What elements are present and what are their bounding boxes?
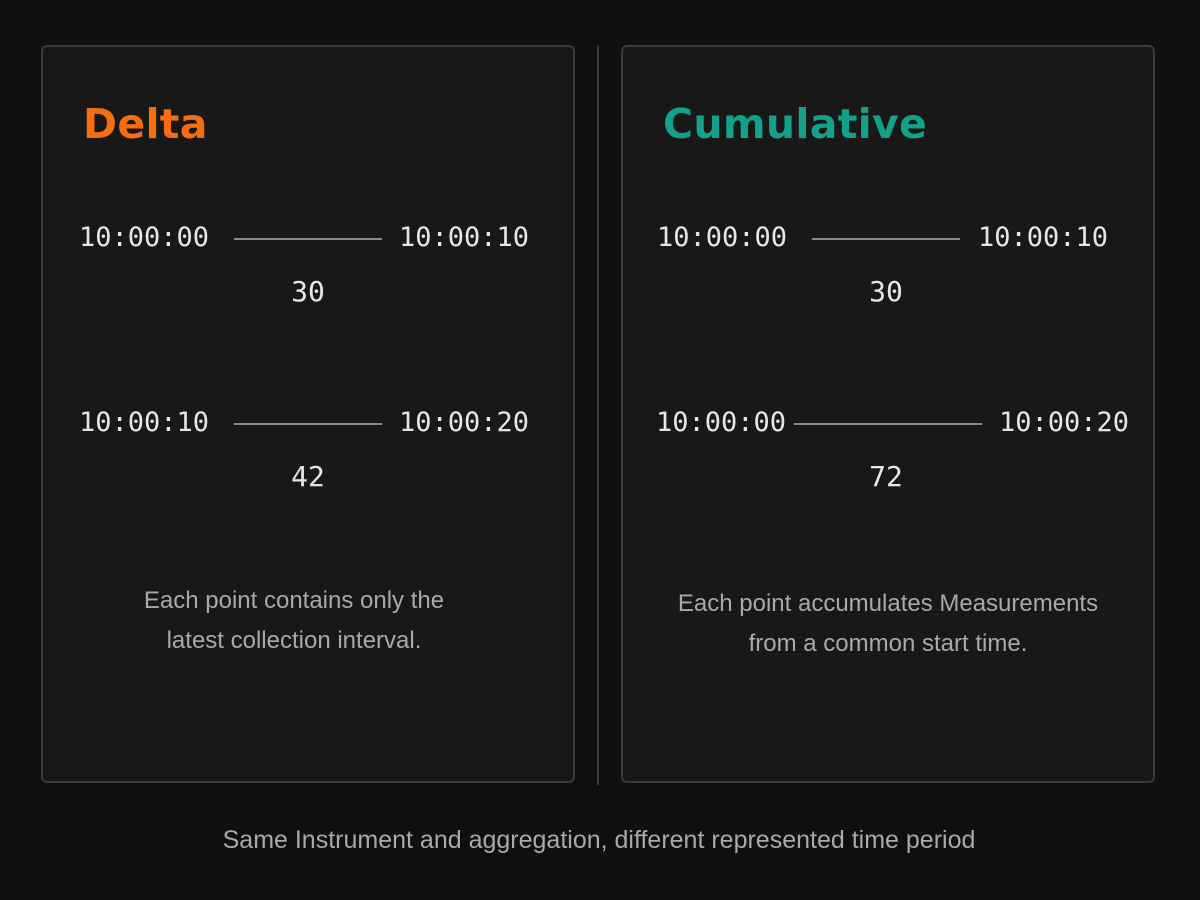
interval-row (623, 222, 1153, 308)
interval-start-time: 10:00:10 (79, 407, 210, 438)
interval-value: 30 (291, 275, 325, 308)
caption-line: Each point accumulates Measurements (677, 590, 1099, 617)
footer-caption: Same Instrument and aggregation, different represented time period (222, 826, 976, 854)
panel-title: Cumulative (663, 100, 928, 148)
interval-line (812, 238, 960, 240)
interval-row (43, 222, 573, 308)
caption-line: Each point contains only the (143, 587, 445, 614)
interval-value: 72 (869, 460, 903, 493)
interval-start-time: 10:00:00 (656, 407, 787, 438)
caption-line: latest collection interval. (166, 627, 422, 654)
interval-line (234, 238, 382, 240)
interval-line (234, 423, 382, 425)
delta-panel (41, 45, 575, 783)
interval-end-time: 10:00:10 (399, 222, 530, 253)
interval-start-time: 10:00:00 (79, 222, 210, 253)
interval-row (623, 407, 1153, 493)
interval-end-time: 10:00:10 (978, 222, 1109, 253)
interval-end-time: 10:00:20 (399, 407, 530, 438)
cumulative-panel (621, 45, 1155, 783)
panel-caption (623, 584, 1153, 664)
caption-line: from a common start time. (748, 630, 1028, 657)
interval-line (794, 423, 982, 425)
interval-value: 30 (869, 275, 903, 308)
interval-end-time: 10:00:20 (999, 407, 1130, 438)
panel-title: Delta (83, 100, 208, 148)
panel-divider (597, 45, 599, 785)
interval-start-time: 10:00:00 (657, 222, 788, 253)
panel-caption (43, 581, 573, 661)
interval-value: 42 (291, 460, 325, 493)
interval-row (43, 407, 573, 493)
